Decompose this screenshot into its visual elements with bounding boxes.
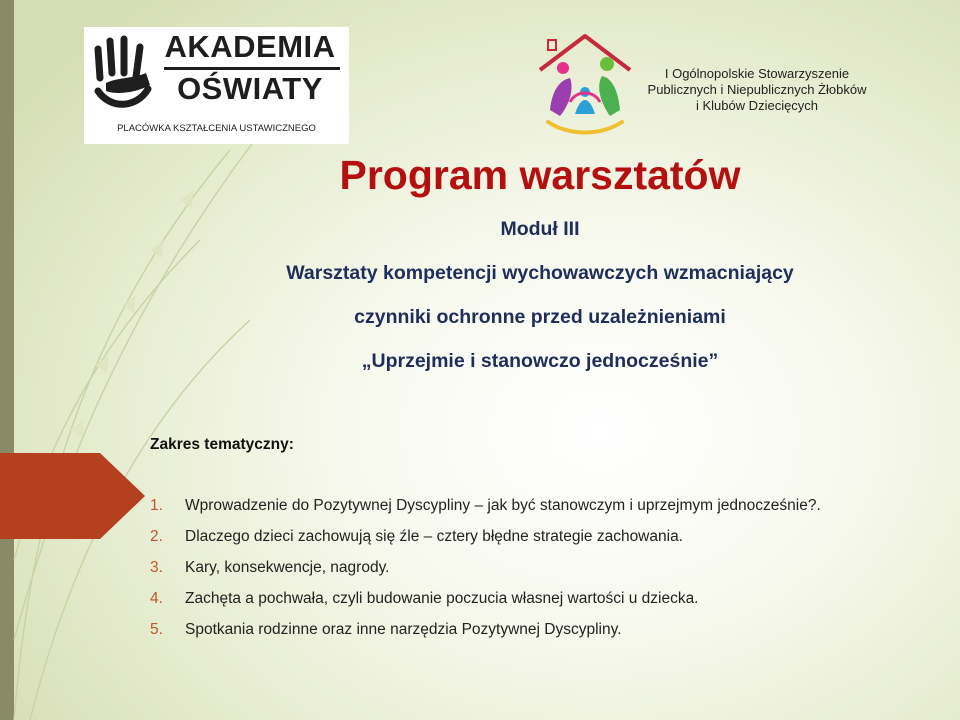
akademia-logo [84, 27, 349, 144]
list-item [150, 552, 910, 583]
list-item-number: 5. [150, 621, 163, 638]
akademia-title-line1: AKADEMIA [164, 29, 336, 64]
workshop-title-line2: czynniki ochronne przed uzależnieniami [354, 306, 726, 328]
list-item-text: Spotkania rodzinne oraz inne narzędzia Pozytywnej Dyscypliny. [185, 621, 622, 638]
org-name-line2: Publicznych i Niepublicznych Żłobków [647, 82, 867, 97]
list-item-number: 1. [150, 497, 163, 514]
list-item [150, 614, 910, 645]
workshop-title-line1: Warsztaty kompetencji wychowawczych wzmacniający [286, 262, 794, 284]
red-arrow-shape [0, 453, 145, 539]
list-item-number: 4. [150, 590, 163, 607]
list-item-text: Dlaczego dzieci zachowują się źle – cztery błędne strategie zachowania. [185, 528, 683, 545]
list-item [150, 521, 910, 552]
workshop-title-line3: „Uprzejmie i stanowczo jednocześnie” [361, 350, 719, 372]
scope-label: Zakres tematyczny: [150, 436, 294, 453]
list-item-number: 3. [150, 559, 163, 576]
akademia-title-line2: OŚWIATY [177, 71, 323, 106]
module-heading: Moduł III [500, 218, 580, 240]
hand-icon [90, 33, 160, 113]
org-name-line1: I Ogólnopolskie Stowarzyszenie [664, 66, 850, 81]
list-item-text: Wprowadzenie do Pozytywnej Dyscypliny – jak być stanowczym i uprzejmym jednocześnie?. [185, 497, 821, 514]
page-title: Program warsztatów [339, 152, 741, 198]
topics-list [150, 490, 910, 645]
org-name-line3: i Klubów Dziecięcych [695, 98, 819, 113]
list-item-number: 2. [150, 528, 163, 545]
list-item [150, 583, 910, 614]
list-item-text: Kary, konsekwencje, nagrody. [185, 559, 390, 576]
akademia-subtitle: PLACÓWKA KSZTAŁCENIA USTAWICZNEGO [117, 123, 316, 134]
organization-name [622, 66, 892, 114]
akademia-rule [164, 67, 340, 70]
list-item [150, 490, 910, 521]
list-item-text: Zachęta a pochwała, czyli budowanie poczucia własnej wartości u dziecka. [185, 590, 699, 607]
